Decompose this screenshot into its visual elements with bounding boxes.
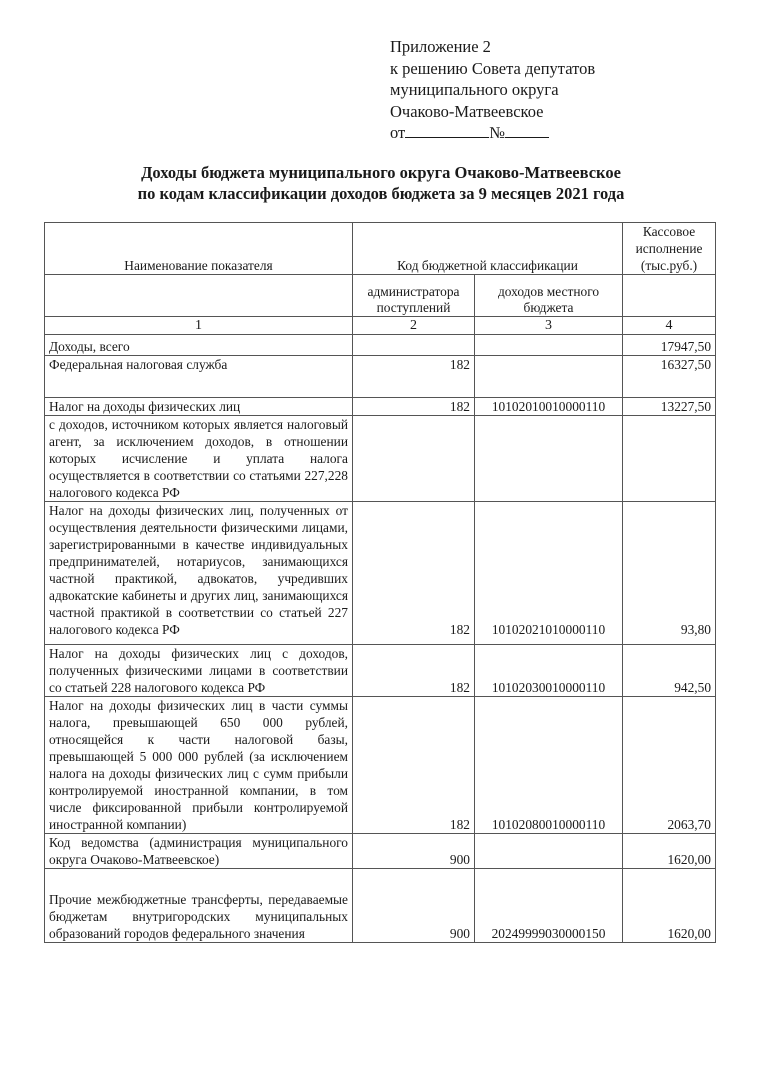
row-amount: 2063,70	[623, 697, 716, 834]
header-name: Наименование показателя	[45, 223, 353, 275]
table-row	[45, 356, 716, 398]
row-amount: 93,80	[623, 502, 716, 645]
row-name: Федеральная налоговая служба	[45, 356, 353, 398]
row-name: Налог на доходы физических лиц с доходов, полученных физическими лицами в соответствии со статьей 228 налогового кодекса РФ	[45, 645, 353, 697]
title-line-1: Доходы бюджета муниципального округа Очаково-Матвеевское	[141, 163, 621, 182]
subheader-empty	[623, 275, 716, 317]
appendix-line: Очаково-Матвеевское	[390, 101, 544, 121]
header-code-group: Код бюджетной классификации	[353, 223, 623, 275]
row-name: Доходы, всего	[45, 335, 353, 356]
table-row	[45, 335, 716, 356]
subheader-row	[45, 275, 716, 317]
row-name: Прочие межбюджетные трансферты, передаваемые бюджетам внутригородских муниципальных образований городов федерального значения	[45, 869, 353, 943]
row-amount	[623, 416, 716, 502]
header-income-code: доходов местного бюджета	[475, 275, 623, 317]
row-admin-code: 182	[353, 356, 475, 398]
table-row	[45, 502, 716, 645]
column-number: 1	[45, 317, 353, 335]
column-number: 2	[353, 317, 475, 335]
row-income-code: 10102010010000110	[475, 398, 623, 416]
column-number-row	[45, 317, 716, 335]
row-amount: 1620,00	[623, 834, 716, 869]
date-prefix: от	[390, 123, 406, 142]
date-blank	[405, 123, 489, 138]
row-admin-code	[353, 335, 475, 356]
row-income-code	[475, 834, 623, 869]
row-income-code	[475, 356, 623, 398]
appendix-line: Приложение 2	[390, 37, 491, 56]
row-income-code	[475, 416, 623, 502]
number-blank	[505, 123, 549, 138]
table-row	[45, 645, 716, 697]
row-admin-code	[353, 416, 475, 502]
row-amount: 17947,50	[623, 335, 716, 356]
row-name: Код ведомства (администрация муниципального округа Очаково-Матвеевское)	[45, 834, 353, 869]
row-name: с доходов, источником которых является налоговый агент, за исключением доходов, в отношении которых исчисление и уплата налога осуществляется в соответствии со статьями 227,228 налогового кодекса РФ	[45, 416, 353, 502]
row-income-code: 20249999030000150	[475, 869, 623, 943]
header-admin-code: администратора поступлений	[353, 275, 475, 317]
table-row	[45, 398, 716, 416]
table-row	[45, 834, 716, 869]
row-admin-code: 182	[353, 502, 475, 645]
title-line-2: по кодам классификации доходов бюджета за 9 месяцев 2021 года	[137, 184, 625, 203]
table-row	[45, 869, 716, 943]
row-name: Налог на доходы физических лиц	[45, 398, 353, 416]
number-sign: №	[489, 123, 505, 142]
row-amount: 13227,50	[623, 398, 716, 416]
document-title	[0, 162, 762, 204]
row-admin-code: 182	[353, 697, 475, 834]
row-amount: 1620,00	[623, 869, 716, 943]
row-admin-code: 900	[353, 834, 475, 869]
row-amount: 942,50	[623, 645, 716, 697]
subheader-empty	[45, 275, 353, 317]
appendix-line: муниципального округа	[390, 80, 559, 99]
row-name: Налог на доходы физических лиц, полученных от осуществления деятельности физическими лицами, зарегистрированными в качестве индивидуальных предпринимателей, нотариусов, занимающихся частной практикой, адвокатов, учредивших адвокатские кабинеты и других лиц, занимающихся частной практикой в соответствии со статьей 227 налогового кодекса РФ	[45, 502, 353, 645]
appendix-line: к решению Совета депутатов	[390, 58, 596, 78]
row-income-code: 10102080010000110	[475, 697, 623, 834]
row-income-code	[475, 335, 623, 356]
table-row	[45, 416, 716, 502]
row-admin-code: 900	[353, 869, 475, 943]
column-number: 4	[623, 317, 716, 335]
header-amount: Кассовое исполнение (тыс.руб.)	[623, 223, 716, 275]
row-admin-code: 182	[353, 645, 475, 697]
row-name: Налог на доходы физических лиц в части суммы налога, превышающей 650 000 рублей, относящейся к части налоговой базы, превышающей 5 000 000 рублей (за исключением налога на доходы физических лиц с сумм прибыли контролируемой иностранной компании, в том числе фиксированной прибыли контролируемой иностранной компании)	[45, 697, 353, 834]
revenue-table	[44, 222, 716, 943]
row-amount: 16327,50	[623, 356, 716, 398]
table-row	[45, 697, 716, 834]
header-row	[45, 223, 716, 275]
row-admin-code: 182	[353, 398, 475, 416]
row-income-code: 10102021010000110	[475, 502, 623, 645]
appendix-block	[390, 36, 595, 144]
appendix-date-line	[390, 122, 595, 144]
row-income-code: 10102030010000110	[475, 645, 623, 697]
column-number: 3	[475, 317, 623, 335]
